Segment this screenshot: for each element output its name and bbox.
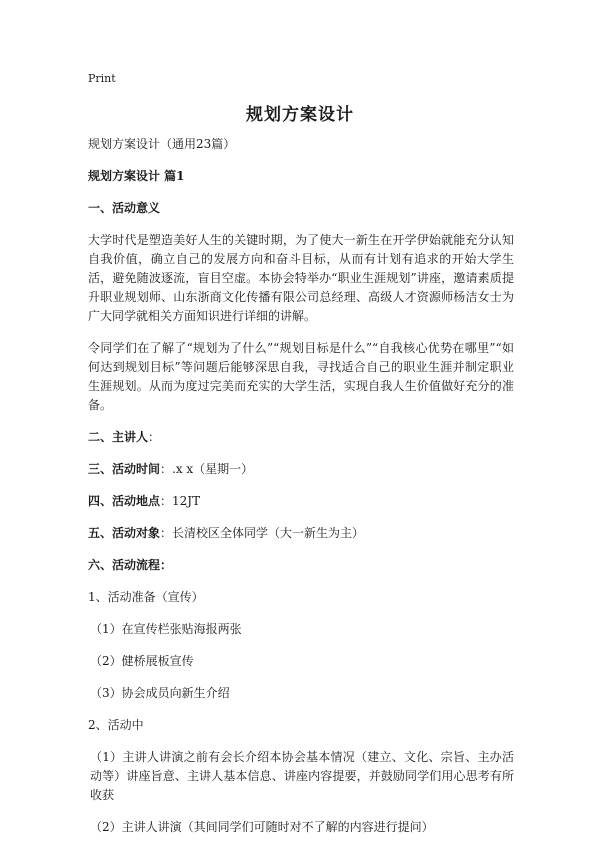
heading-significance: 一、活动意义 [88, 201, 161, 215]
page-title: 规划方案设计 [246, 105, 354, 125]
paragraph-significance-2: 令同学们在了解了“规划为了什么”“规划目标是什么”“自我核心优势在哪里”“如何达到规划目标”等问题后能够深思自我，寻找适合自己的职业生涯并制定职业生涯规划。从而为度过完美而充实的大学生活，实现自我人生价值做好充分的准备。 [88, 341, 514, 412]
time-value: ：.x x（星期一） [160, 462, 254, 476]
print-label[interactable]: Print [88, 72, 116, 85]
document-subtitle: 规划方案设计（通用23篇） [88, 137, 236, 151]
document-body [88, 135, 514, 850]
heading-process: 六、活动流程： [88, 558, 173, 572]
location-label: 四、活动地点 [88, 494, 161, 508]
audience-value: ：长清校区全体同学（大一新生为主） [160, 526, 365, 540]
step-1-item: （3）协会成员向新生介绍 [90, 686, 230, 700]
audience-line [88, 524, 514, 543]
location-line [88, 492, 514, 511]
speaker-line [88, 428, 514, 447]
step-2-item: （2）主讲人讲演（其间同学们可随时对不了解的内容进行提问） [90, 820, 434, 834]
speaker-value: ： [148, 430, 161, 444]
step-2-item: （1）主讲人讲演之前有会长介绍本协会基本情况（建立、文化、宗旨、主办活动等）讲座旨意、主讲人基本信息、讲座内容提要，并鼓励同学们用心思考有所收获 [90, 750, 514, 802]
time-label: 三、活动时间 [88, 462, 161, 476]
location-value: ：12JT [160, 494, 201, 508]
paragraph-significance-1: 大学时代是塑造美好人生的关键时期，为了使大一新生在开学伊始就能充分认知自我价值，确立自己的发展方向和奋斗目标，从而有计划有追求的开始大学生活，避免随波逐流，盲目空虚。本协会特举办“职业生涯规划”讲座，邀请素质提升职业规划师、山东浙商文化传播有限公司总经理、高级人才资源师杨洁女士为广大同学就相关方面知识进行详细的讲解。 [88, 233, 514, 323]
step-2: 2、活动中 [88, 718, 144, 732]
speaker-label: 二、主讲人 [88, 430, 149, 444]
step-1-item: （1）在宣传栏张贴海报两张 [90, 622, 242, 636]
time-line [88, 460, 514, 479]
audience-label: 五、活动对象 [88, 526, 161, 540]
step-1-item: （2）健桥展板宣传 [90, 654, 194, 668]
section-heading: 规划方案设计 篇1 [88, 169, 185, 183]
step-1: 1、活动准备（宣传） [88, 590, 204, 604]
